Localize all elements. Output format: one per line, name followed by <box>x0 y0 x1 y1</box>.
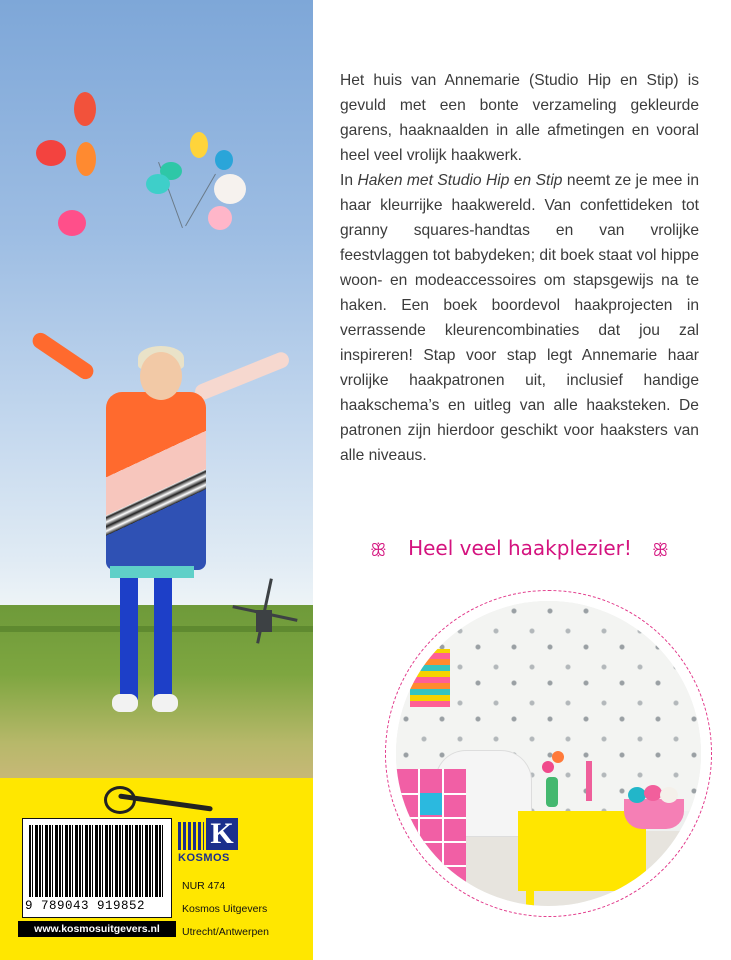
yarn-ball <box>214 174 246 204</box>
cover-photo-woman-with-yarn <box>0 0 313 778</box>
blanket-square <box>396 841 418 863</box>
person-leg <box>120 578 138 700</box>
person-dress-hem <box>110 566 194 578</box>
publisher-website: www.kosmosuitgevers.nl <box>18 921 176 937</box>
swirl-left-icon: ꕥ <box>370 540 387 560</box>
person-leg <box>154 578 172 700</box>
table-leg <box>632 881 640 906</box>
person-shoe <box>152 694 178 712</box>
kosmos-logo-letter: K <box>206 818 238 850</box>
flower <box>542 761 554 773</box>
interior-photo <box>396 601 701 906</box>
isbn-barcode <box>22 818 172 918</box>
isbn-number: 9 789043 919852 <box>25 899 146 913</box>
book-description <box>340 68 699 468</box>
yarn-ball <box>58 210 86 236</box>
person-head <box>140 352 182 400</box>
table-leg <box>526 881 534 906</box>
publisher-location: Utrecht/Antwerpen <box>182 926 269 938</box>
kosmos-wordmark: KOSMOS <box>178 852 230 864</box>
yellow-table <box>518 811 646 891</box>
pink-basket <box>624 799 684 829</box>
barcode-bars <box>29 825 165 897</box>
yarn-ball <box>660 787 678 803</box>
crochet-blanket <box>396 769 466 889</box>
nur-code: NUR 474 <box>182 880 226 892</box>
person-dress <box>106 392 206 570</box>
tagline: Heel veel haakplezier! <box>408 536 632 560</box>
description-intro: Het huis van Annemarie (Studio Hip en Stip) is gevuld met een bonte verzameling gekleurde garens, haaknaalden in alle afmetingen en vooral heel veel vrolijk haakwerk. <box>340 72 699 164</box>
person-arm <box>30 330 97 382</box>
green-vase <box>546 777 558 807</box>
person-arm <box>193 350 292 402</box>
book-title: Haken met Studio Hip en Stip <box>357 172 563 189</box>
crochet-wall-hanging <box>410 649 450 707</box>
yarn-ball <box>36 140 66 166</box>
pink-candle <box>586 761 592 801</box>
person-shoe <box>112 694 138 712</box>
kosmos-logo-bars <box>178 822 204 850</box>
yarn-ball <box>76 142 96 176</box>
flower <box>552 751 564 763</box>
description-body: neemt ze je mee in haar kleurrijke haakwereld. Van confettideken tot granny squares-handtas en van vrolijke feestvlaggen tot babydeken; dit boek staat vol hippe woon- en modeaccessoires om stapsgewijs na te haken. Een boek boordevol haakprojecten in verrassende kleurencombinaties dat jou zal inspireren! Stap voor stap legt Annemarie haar vrolijke haakpatronen uit, inclusief handige haakschema’s en uitleg van alle haaksteken. De patronen zijn hierdoor geschikt voor haaksters van alle niveaus. <box>340 172 700 464</box>
description-in: In <box>340 172 358 189</box>
yarn-ball <box>208 206 232 230</box>
yarn-ball <box>190 132 208 158</box>
publisher-name: Kosmos Uitgevers <box>182 903 268 915</box>
windmill <box>256 610 272 632</box>
blanket-square <box>420 793 442 815</box>
yarn-ball <box>146 174 170 194</box>
yarn-ball <box>215 150 233 170</box>
yarn-ball <box>74 92 96 126</box>
swirl-right-icon: ꕥ <box>652 540 669 560</box>
